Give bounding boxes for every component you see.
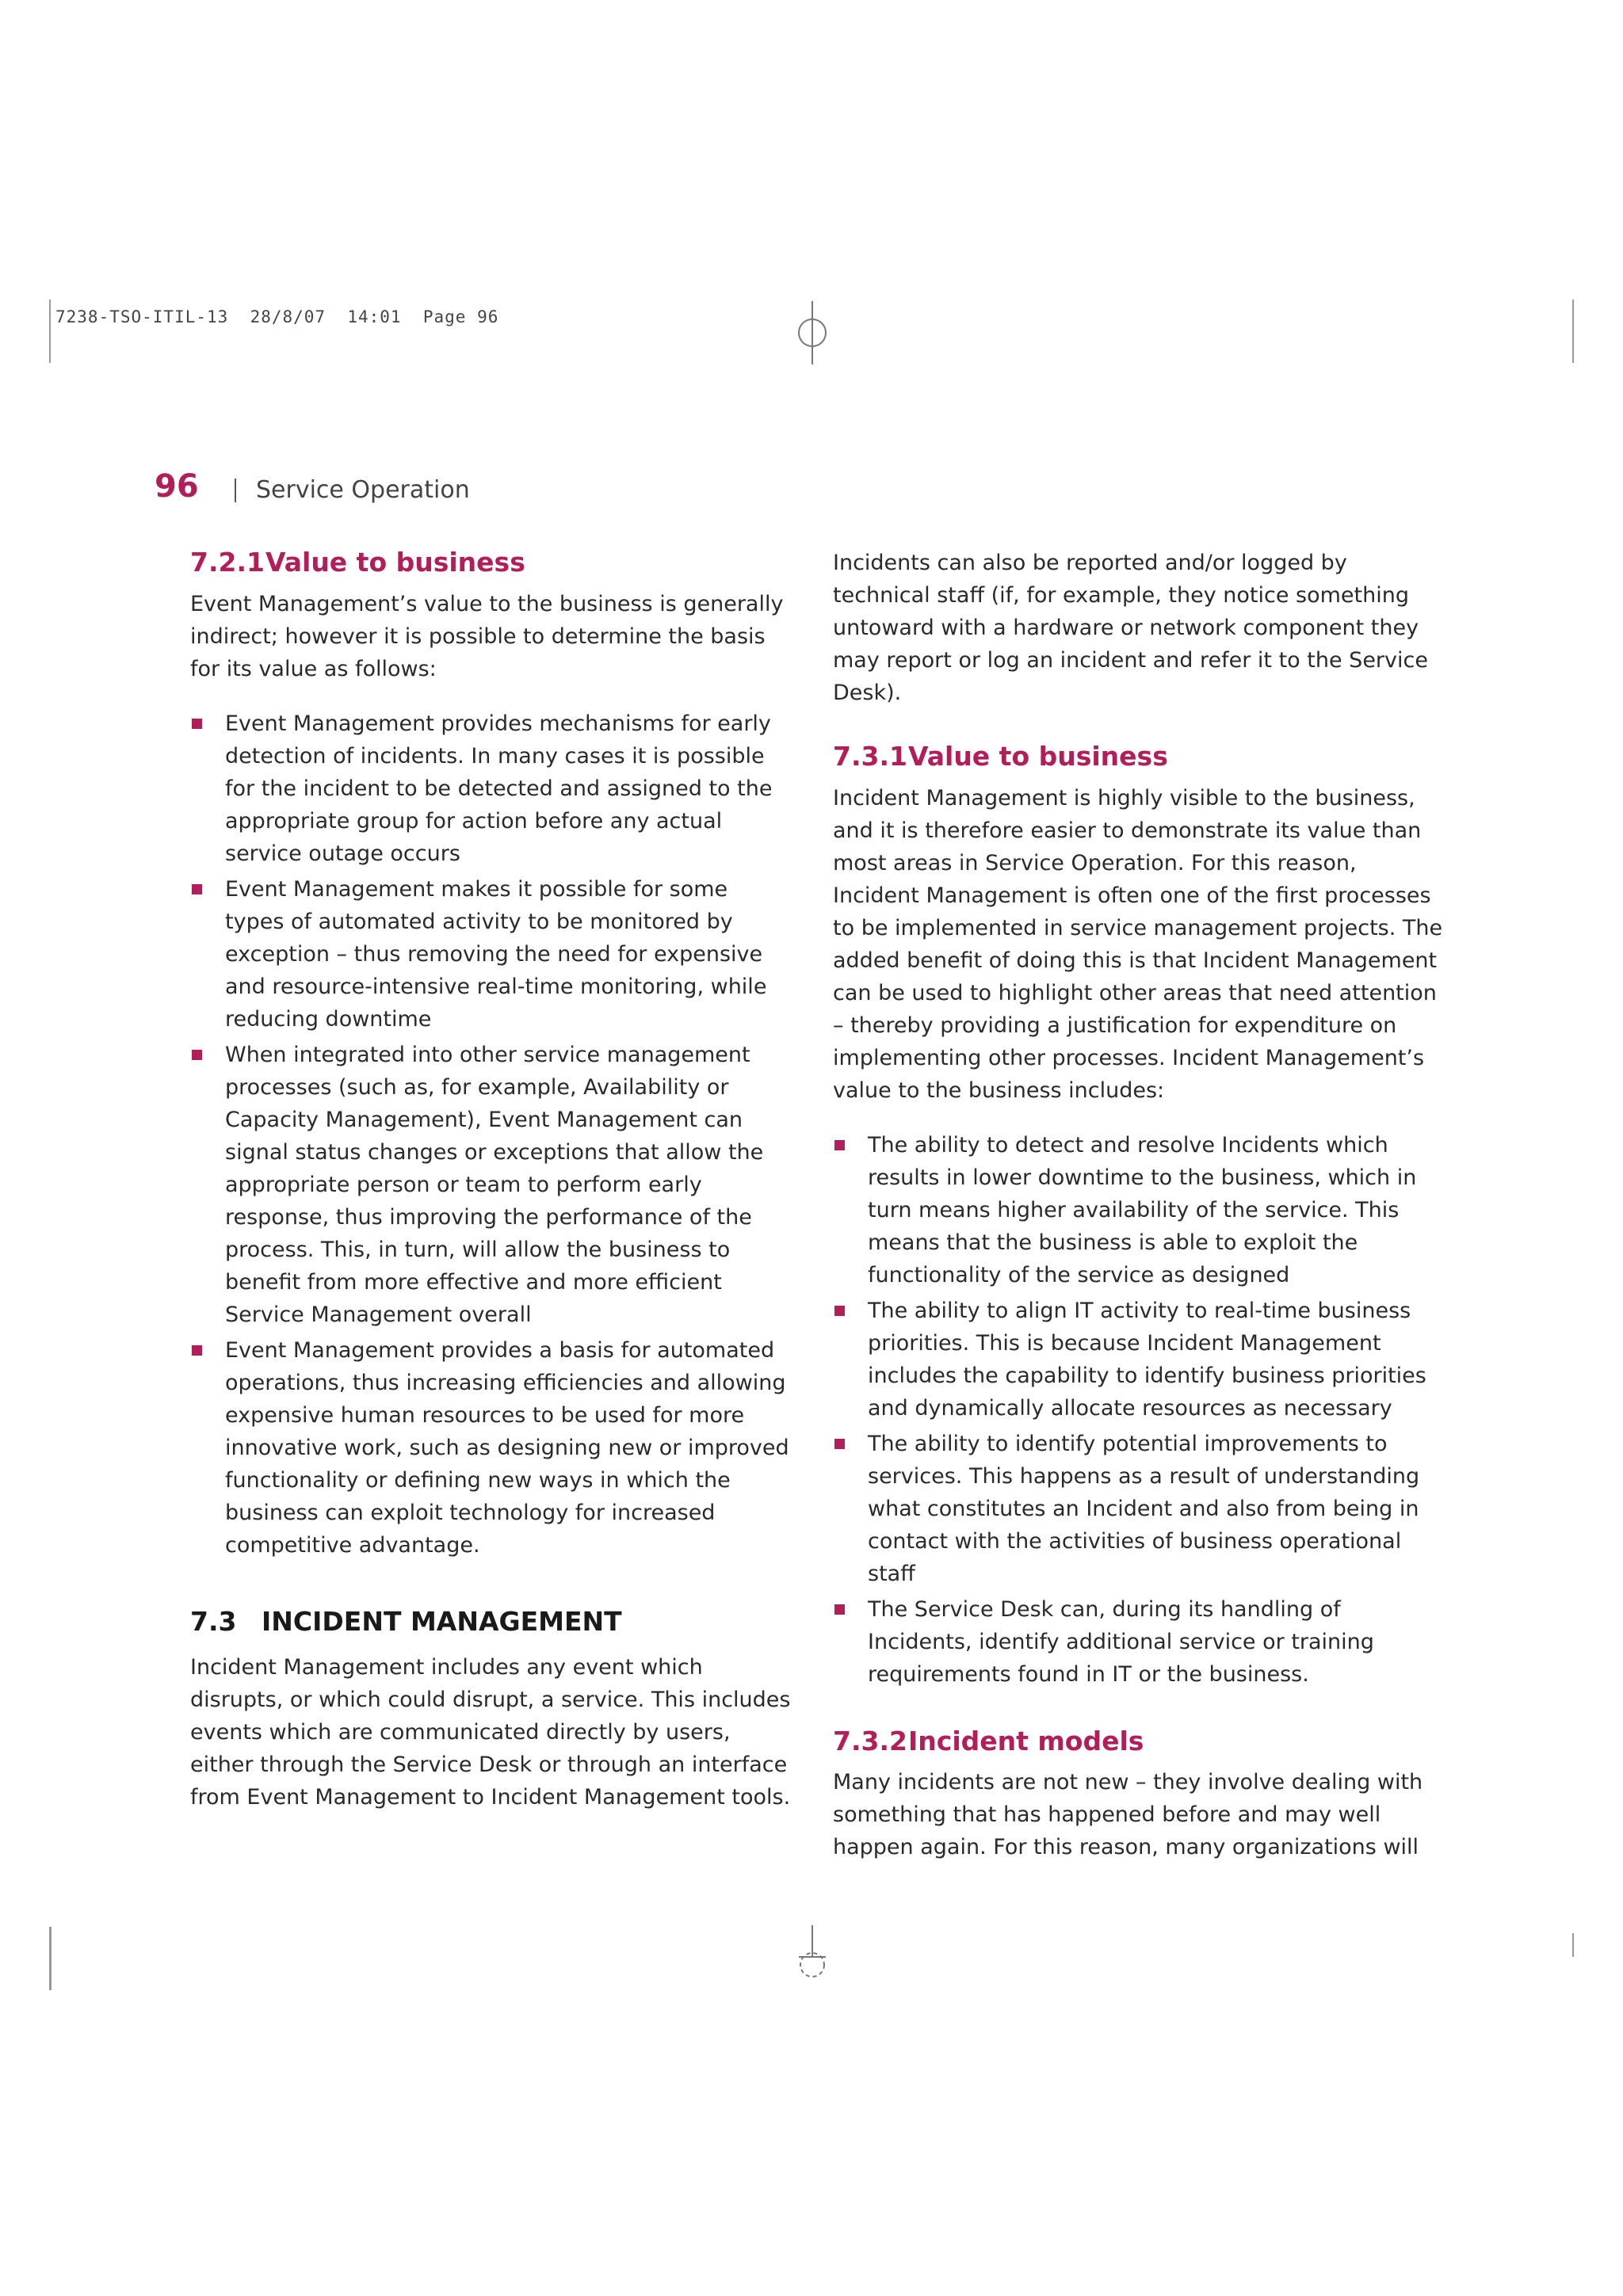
page-number: 96 [155, 468, 199, 505]
running-title: Service Operation [256, 476, 470, 504]
list-item-text: The Service Desk can, during its handling of Incidents, identify additional service or training requirements found in IT or the business. [868, 1596, 1374, 1687]
list-item-text: Event Management provides mechanisms for early detection of incidents. In many cases it is possible for the incident to be detected and assigned to the appropriate group for action before any actual service outage occurs [225, 711, 773, 866]
list-item-text: When integrated into other service management processes (such as, for example, Availability or Capacity Management), Event Management can signal status changes or exceptions that allow the appropriate person or team to perform early response, thus improving the performance of the process. This, in turn, will allow the business to benefit from more effective and more efficient Service Management overall [225, 1042, 764, 1327]
section-title: Value to business [265, 547, 525, 578]
paragraph: Event Management’s value to the business is generally indirect; however it is possible to determine the basis for its value as follows: [190, 591, 784, 681]
paragraph: Incident Management includes any event which disrupts, or which could disrupt, a service. This includes events which are communicated directly by users, either through the Service Desk or through an interface from Event Management to Incident Management tools. [190, 1655, 791, 1810]
section-heading-7-3 [190, 1606, 792, 1638]
bullet-square-icon [192, 884, 202, 894]
paragraph: Many incidents are not new – they involve dealing with something that has happened before and may well happen again. For this reason, many organizations will [833, 1770, 1423, 1860]
paragraph: Incidents can also be reported and/or logged by technical staff (if, for example, they notice something untoward with a hardware or network component they may report or log an incident and refer it to the Service Desk). [833, 551, 1428, 705]
section-number: 7.2.1 [190, 547, 265, 578]
section-title: Incident models [908, 1725, 1144, 1756]
list-item-text: The ability to identify potential improvements to services. This happens as a result of understanding what constitutes an Incident and also from being in contact with the activities of business operational staff [868, 1431, 1420, 1586]
right-column [833, 547, 1447, 1863]
printer-slug: 7238-TSO-ITIL-13 28/8/07 14:01 Page 96 [55, 307, 499, 326]
bullet-list [190, 707, 792, 1562]
section-heading-7-2-1 [190, 547, 792, 578]
registration-mark-top-icon [792, 301, 832, 364]
list-item [833, 1295, 1447, 1425]
list-item-text: The ability to detect and resolve Incidents which results in lower downtime to the business, which in turn means higher availability of the service. This means that the business is able to exploit the functionality of the service as designed [868, 1132, 1417, 1287]
left-column [190, 547, 792, 1814]
list-item [190, 1039, 792, 1331]
crop-mark-bottom-left [49, 1927, 52, 1990]
registration-mark-bottom-icon [792, 1925, 832, 1989]
section-heading-7-3-2 [833, 1726, 1447, 1757]
section-title: Value to business [908, 741, 1168, 772]
section-number: 7.3.2 [833, 1725, 907, 1756]
bullet-square-icon [834, 1439, 845, 1449]
bullet-square-icon [192, 1050, 202, 1060]
bullet-square-icon [192, 1345, 202, 1356]
section-number: 7.3.1 [833, 741, 907, 772]
list-item [833, 1593, 1447, 1691]
section-title: INCIDENT MANAGEMENT [262, 1605, 622, 1637]
section-heading-7-3-1 [833, 741, 1447, 772]
crop-mark-bottom-right [1572, 1933, 1574, 1957]
list-item [833, 1428, 1447, 1590]
list-item [190, 1334, 792, 1562]
paragraph: Incident Management is highly visible to the business, and it is therefore easier to demonstrate its value than most areas in Service Operation. For this reason, Incident Management is often one of the first processes to be implemented in service management projects. The added benefit of doing this is that Incident Management can be used to highlight other areas that need attention – thereby providing a justification for expenditure on implementing other processes. Incident Management’s value to the business includes: [833, 785, 1443, 1103]
list-item-text: The ability to align IT activity to real-time business priorities. This is because Incident Management includes the capability to identify business priorities and dynamically allocate resources as necessary [868, 1298, 1426, 1421]
list-item [833, 1129, 1447, 1291]
bullet-square-icon [834, 1306, 845, 1316]
bullet-square-icon [834, 1604, 845, 1615]
list-item-text: Event Management provides a basis for automated operations, thus increasing efficiencies and allowing expensive human resources to be used for more innovative work, such as designing new or improved functionality or defining new ways in which the business can exploit technology for increased competitive advantage. [225, 1337, 789, 1558]
crop-mark-top-left [49, 299, 51, 363]
bullet-square-icon [192, 719, 202, 729]
bullet-square-icon [834, 1140, 845, 1150]
bullet-list [833, 1129, 1447, 1691]
section-number: 7.3 [190, 1605, 237, 1637]
list-item-text: Event Management makes it possible for some types of automated activity to be monitored by exception – thus removing the need for expensive and resource-intensive real-time monitoring, while reducing downtime [225, 876, 767, 1032]
list-item [190, 873, 792, 1035]
list-item [190, 707, 792, 870]
crop-mark-top-right [1572, 299, 1574, 363]
header-divider [235, 479, 236, 502]
